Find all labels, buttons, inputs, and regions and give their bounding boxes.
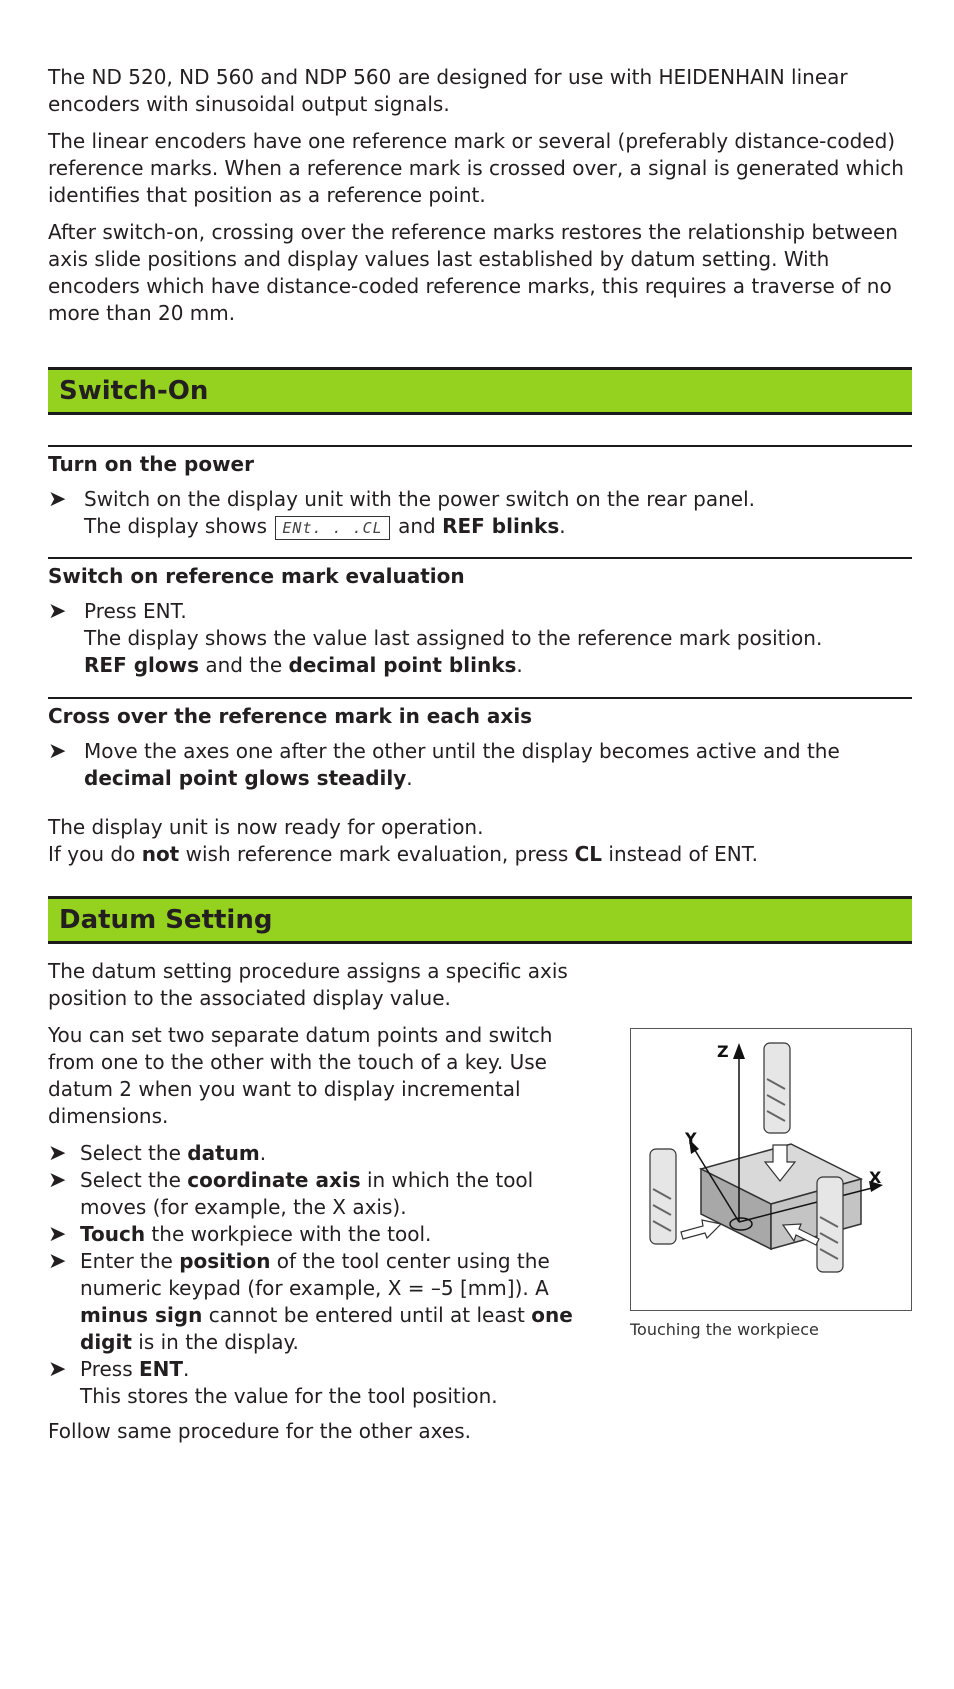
- step-arrow-icon: ➤: [48, 1168, 67, 1193]
- cross-over-heading: Cross over the reference mark in each axis: [48, 704, 533, 728]
- step-power: [48, 486, 912, 540]
- step-cross-over: [48, 738, 912, 792]
- figure-caption: Touching the workpiece: [630, 1320, 819, 1339]
- ref-eval-line1: Press ENT.: [84, 599, 187, 623]
- datum-paragraph-1: The datum setting procedure assigns a specific axis position to the associated display value.: [48, 959, 568, 1010]
- step-arrow-icon: ➤: [48, 1222, 67, 1247]
- power-step-line1: Switch on the display unit with the power switch on the rear panel.: [84, 487, 755, 511]
- cross-over-section: [48, 697, 912, 792]
- step-ref-eval: [48, 598, 912, 679]
- lcd-display: ENt. . .CL: [275, 516, 389, 540]
- power-step-line2: The display shows ENt. . .CL and REF blinks.: [84, 514, 566, 538]
- datum-step-2: ➤ Select the coordinate axis in which the tool moves (for example, the X axis).: [48, 1168, 534, 1219]
- follow-text: Follow same procedure for the other axes.: [48, 1419, 471, 1443]
- step-arrow-icon: ➤: [48, 487, 67, 512]
- y-axis-label: Y: [685, 1129, 697, 1148]
- datum-step-3: ➤ Touch the workpiece with the tool.: [48, 1222, 432, 1247]
- step-arrow-icon: ➤: [48, 1249, 67, 1274]
- cross-line1: Move the axes one after the other until the display becomes active and the: [84, 739, 840, 763]
- step-arrow-icon: ➤: [48, 739, 67, 764]
- datum-step-5: ➤ Press ENT. This stores the value for the tool position.: [48, 1357, 498, 1408]
- no-eval-text: If you do not wish reference mark evaluation, press CL instead of ENT.: [48, 842, 758, 866]
- intro-paragraph-1: The ND 520, ND 560 and NDP 560 are designed for use with HEIDENHAIN linear encoders with sinusoidal output signals.: [48, 65, 848, 116]
- switch-on-heading: Switch-On: [48, 367, 912, 415]
- ref-eval-section: [48, 557, 912, 679]
- ref-eval-heading: Switch on reference mark evaluation: [48, 564, 465, 588]
- intro-paragraph-2: The linear encoders have one reference mark or several (preferably distance-coded) reference marks. When a reference mark is crossed over, a signal is generated which identifies that position as a reference point.: [48, 129, 904, 207]
- workpiece-figure: [630, 1028, 912, 1311]
- ref-eval-line3: REF glows and the decimal point blinks.: [84, 653, 523, 677]
- cross-line2: decimal point glows steadily.: [84, 766, 413, 790]
- intro: [48, 64, 912, 327]
- z-axis-label: Z: [717, 1042, 729, 1061]
- datum-paragraph-2: You can set two separate datum points and switch from one to the other with the touch of a key. Use datum 2 when you want to display incremental dimensions.: [48, 1023, 553, 1128]
- turn-on-power-heading: Turn on the power: [48, 452, 254, 476]
- datum-step-1: ➤ Select the datum.: [48, 1141, 267, 1166]
- step-arrow-icon: ➤: [48, 599, 67, 624]
- ready-text: The display unit is now ready for operation.: [48, 815, 484, 839]
- touching-workpiece-illustration: [631, 1029, 911, 1310]
- turn-on-power-section: [48, 445, 912, 540]
- datum-setting-heading: Datum Setting: [48, 896, 912, 944]
- ref-eval-line2: The display shows the value last assigned to the reference mark position.: [84, 626, 823, 650]
- step-arrow-icon: ➤: [48, 1141, 67, 1166]
- intro-paragraph-3: After switch-on, crossing over the reference marks restores the relationship between axis slide positions and display values last established by datum setting. With encoders which have distance-coded reference marks, this requires a traverse of no more than 20 mm.: [48, 220, 898, 325]
- step-arrow-icon: ➤: [48, 1357, 67, 1382]
- x-axis-label: X: [869, 1168, 882, 1187]
- datum-step-4: ➤ Enter the position of the tool center using the numeric keypad (for example, X = –5 [mm]). A minus sign cannot be entered until at least one digit is in the display.: [48, 1249, 573, 1354]
